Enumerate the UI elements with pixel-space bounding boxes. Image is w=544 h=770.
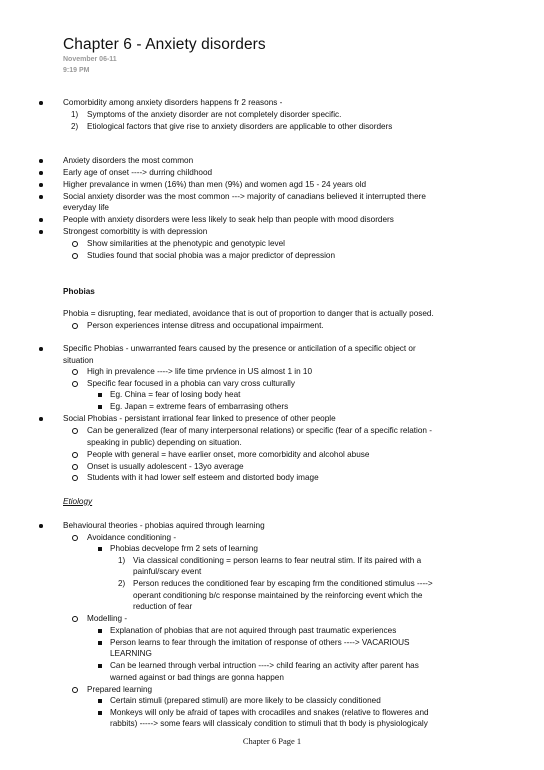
- page-footer: Chapter 6 Page 1: [242, 736, 302, 746]
- comorbidity-intro: Comorbidity among anxiety disorders happens fr 2 reasons -: [63, 98, 283, 107]
- sub-item: Students with it had lower self esteem and distorted body image: [87, 473, 319, 482]
- bullet: [39, 230, 43, 234]
- sub-sub-item: Eg. China = fear of losing body heat: [110, 390, 241, 399]
- sub-sub-item: Explanation of phobias that are not aquired through past traumatic experiences: [110, 626, 397, 635]
- sub-bullet: [72, 428, 78, 434]
- sub-item: Prepared learning: [87, 685, 153, 694]
- square-bullet: [98, 711, 102, 715]
- square-bullet: [98, 547, 102, 551]
- sub-sub-item: Eg. Japan = extreme fears of embarrasing others: [110, 402, 289, 411]
- square-bullet: [98, 664, 102, 668]
- list-number: 2): [118, 579, 126, 588]
- sub-sub-item: Monkeys will only be afraid of tapes with crocadiles and snakes (relative to floweres and: [110, 708, 429, 717]
- sub-sub-item-continued: rabbits) -----> some fears will classicaly condition to stimuli that th body is physiologicaly: [110, 719, 428, 728]
- list-item: Etiological factors that give rise to anxiety disorders are applicable to other disorders: [87, 122, 393, 131]
- numbered-item: Person reduces the conditioned fear by escaping frm the conditioned stimulus ---->: [133, 579, 433, 588]
- list-number: 1): [118, 556, 126, 565]
- sub-item: Onset is usually adolescent - 13yo average: [87, 462, 244, 471]
- sub-sub-item: Certain stimuli (prepared stimuli) are more likely to be classicly conditioned: [110, 696, 381, 705]
- numbered-item-continued: operant conditioning b/c response maintained by the reinforcing event which the: [133, 591, 423, 600]
- square-bullet: [98, 641, 102, 645]
- sub-bullet: [72, 464, 78, 470]
- bullet: [39, 183, 43, 187]
- bullet: [39, 171, 43, 175]
- sub-bullet: [72, 241, 78, 247]
- list-item: Strongest comorbitity is with depression: [63, 227, 208, 236]
- sub-sub-item: Can be learned through verbal intruction ----> child fearing an activity after parent has: [110, 661, 419, 670]
- sub-sub-item: Person learns to fear through the imitation of response of others ----> VACARIOUS: [110, 638, 410, 647]
- list-number: 1): [71, 110, 79, 119]
- sub-item: Person experiences intense ditress and occupational impairment.: [87, 321, 324, 330]
- numbered-item-continued: painful/scary event: [133, 567, 202, 576]
- bullet: [39, 159, 43, 163]
- definition: Phobia = disrupting, fear mediated, avoidance that is out of proportion to danger that is actually posed.: [63, 309, 434, 318]
- sub-item: Avoidance conditioning -: [87, 533, 177, 542]
- sub-sub-item-continued: warned against or bad things are gonna happen: [110, 673, 284, 682]
- page-time: 9:19 PM: [63, 67, 90, 74]
- sub-bullet: [72, 323, 78, 329]
- section-heading: Etiology: [63, 497, 93, 506]
- section-heading: Phobias: [63, 287, 95, 296]
- sub-sub-item: Phobias decvelope frm 2 sets of learning: [110, 544, 258, 553]
- sub-bullet: [72, 535, 78, 541]
- bullet: [39, 101, 43, 105]
- list-number: 2): [71, 122, 79, 131]
- sub-bullet: [72, 369, 78, 375]
- bullet: [39, 524, 43, 528]
- list-item-continued: situation: [63, 356, 94, 365]
- list-item: Behavioural theories - phobias aquired through learning: [63, 521, 265, 530]
- sub-item: Specific fear focused in a phobia can vary cross culturally: [87, 379, 295, 388]
- list-item: Social anxiety disorder was the most common ---> majority of canadians believed it interrupted there: [63, 192, 426, 201]
- numbered-item: Via classical conditioning = person learns to fear neutral stim. If its paired with a: [133, 556, 422, 565]
- sub-item: High in prevalence ----> life time prvlence in US almost 1 in 10: [87, 367, 313, 376]
- sub-bullet: [72, 381, 78, 387]
- page-date: November 06-11: [63, 56, 117, 63]
- bullet: [39, 347, 43, 351]
- bullet: [39, 417, 43, 421]
- numbered-item-continued: reduction of fear: [133, 602, 193, 611]
- list-item: Higher prevalance in wmen (16%) than men (9%) and women agd 15 - 24 years old: [63, 180, 367, 189]
- sub-item: Can be generalized (fear of many interpersonal relations) or specific (fear of a specific relation -: [87, 426, 432, 435]
- list-item: Anxiety disorders the most common: [63, 156, 194, 165]
- bullet: [39, 218, 43, 222]
- list-item: Symptoms of the anxiety disorder are not completely disorder specific.: [87, 110, 342, 119]
- sub-sub-item-continued: LEARNING: [110, 649, 152, 658]
- square-bullet: [98, 393, 102, 397]
- list-item: Specific Phobias - unwarranted fears caused by the presence or anticilation of a specific object or: [63, 344, 416, 353]
- list-item-continued: everyday life: [63, 203, 109, 212]
- sub-bullet: [72, 475, 78, 481]
- list-item: Early age of onset ----> durring childhood: [63, 168, 213, 177]
- square-bullet: [98, 629, 102, 633]
- sub-bullet: [72, 616, 78, 622]
- sub-bullet: [72, 253, 78, 259]
- sub-item: People with general = have earlier onset, more comorbidity and alcohol abuse: [87, 450, 370, 459]
- sub-bullet: [72, 687, 78, 693]
- sub-item: Modelling -: [87, 614, 128, 623]
- sub-item-continued: speaking in public) depending on situation.: [87, 438, 242, 447]
- bullet: [39, 195, 43, 199]
- sub-item: Studies found that social phobia was a major predictor of depression: [87, 251, 336, 260]
- list-item: Social Phobias - persistant irrational fear linked to presence of other people: [63, 414, 336, 423]
- square-bullet: [98, 405, 102, 409]
- sub-item: Show similarities at the phenotypic and genotypic level: [87, 239, 285, 248]
- square-bullet: [98, 699, 102, 703]
- list-item: People with anxiety disorders were less likely to seak help than people with mood disorders: [63, 215, 394, 224]
- sub-bullet: [72, 452, 78, 458]
- page-title: Chapter 6 - Anxiety disorders: [63, 36, 266, 53]
